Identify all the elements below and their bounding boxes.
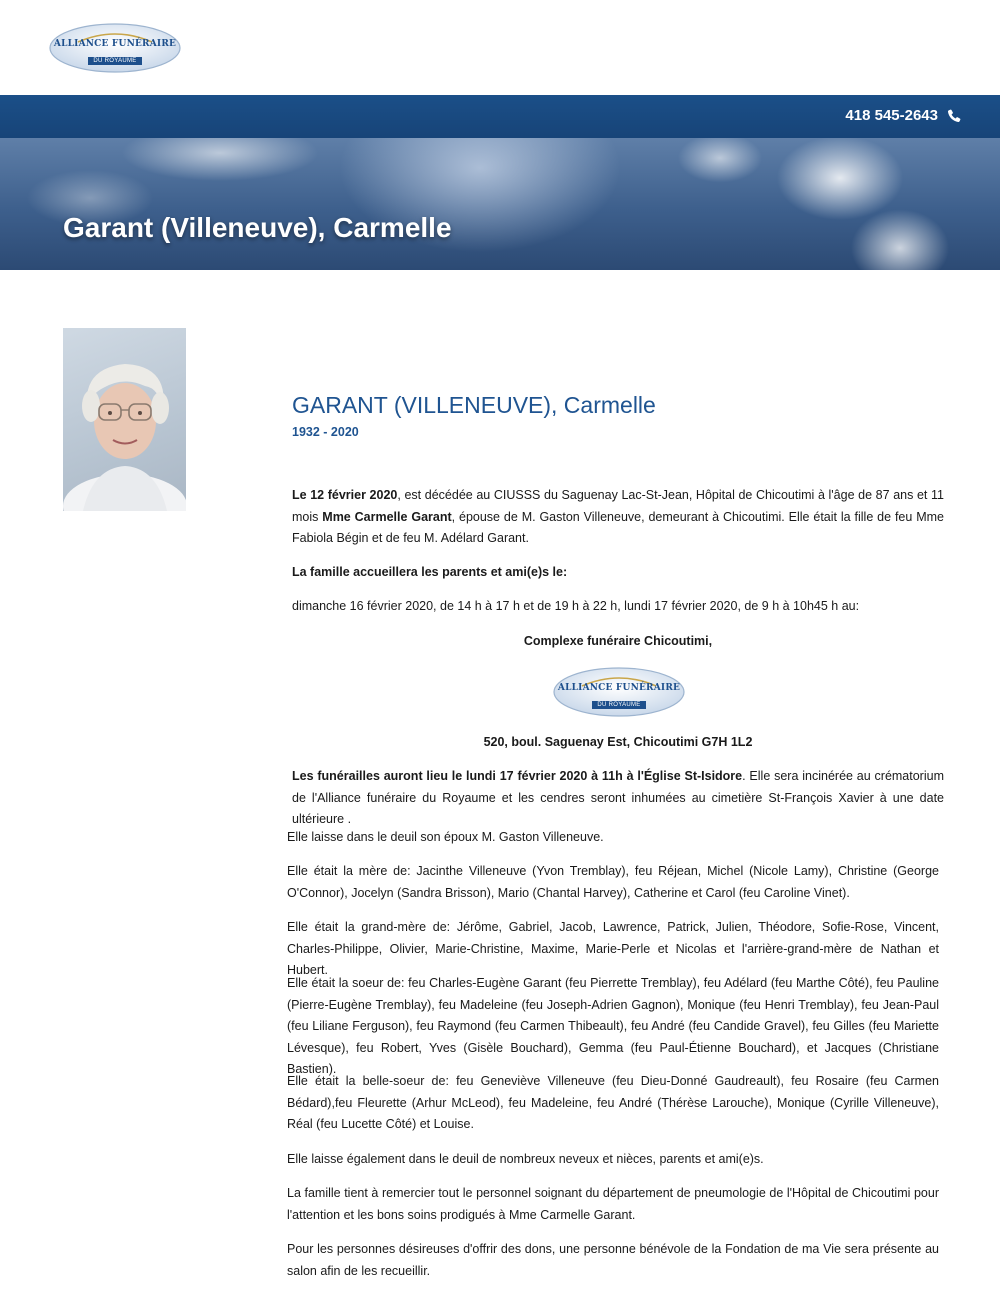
visitation-heading: La famille accueillera les parents et ami(e)s le:	[292, 565, 568, 579]
extended-family-paragraph: Elle laisse également dans le deuil de nombreux neveux et nièces, parents et ami(e)s.	[287, 1152, 764, 1166]
page-title: Garant (Villeneuve), Carmelle	[63, 212, 452, 243]
survivor-paragraph: Elle laisse dans le deuil son époux M. Gaston Villeneuve.	[287, 830, 604, 844]
siblings-paragraph: Elle était la soeur de: feu Charles-Eugène Garant (feu Pierrette Tremblay), feu Adélard (feu Marthe Côté), feu Pauline (Pierre-Eugène Tremblay), feu Madeleine (feu Joseph-Adrien Gagnon), Monique (feu Henri Tremblay), feu Jean-Paul (feu Liliane Ferguson), feu Raymond (feu Carmen Thibeault), feu André (feu Candide Gravel), feu Gilles (feu Mariette Lévesque), feu Robert, Yves (Gisèle Bouchard), Gemma (feu Paul-Étienne Bouchard), et Jacques (Christiane Bastien).	[287, 976, 939, 1076]
children-paragraph: Elle était la mère de: Jacinthe Villeneuve (Yvon Tremblay), feu Réjean, Michel (Nicole Lamy), Christine (George O'Connor), Jocelyn (Sandra Brisson), Mario (Chantal Harvey), Catherine et Carol (feu Caroline Vinet).	[287, 864, 939, 900]
site-header	[0, 0, 1000, 95]
phone-number: 418 545-2643	[845, 107, 938, 124]
funeral-text: . Elle sera incinérée au crématorium de l'Alliance funéraire du Royaume et les cendres seront inhumées au cimetière St-François Xavier à une date ultérieure .	[292, 769, 944, 826]
top-bar	[0, 95, 1000, 138]
in-laws-paragraph: Elle était la belle-soeur de: feu Geneviève Villeneuve (feu Dieu-Donné Gaudreault), feu Rosaire (feu Carmen Bédard),feu Fleurette (Arhur McLeod), feu Madeleine, feu André (Thérèse Larouche), Monique (Cyrille Villeneuve), Réal (feu Lucette Côté) et Louise.	[287, 1074, 939, 1131]
obituary-years: 1932 - 2020	[292, 425, 359, 439]
venue-logo	[552, 666, 686, 718]
death-date: Le 12 février 2020	[292, 488, 398, 502]
venue-logo-sub: DU ROYAUME	[592, 701, 645, 709]
venue-name: Complexe funéraire Chicoutimi,	[523, 634, 713, 648]
visitation-times: dimanche 16 février 2020, de 14 h à 17 h et de 19 h à 22 h, lundi 17 février 2020, de 9 h à 10h45 h au:	[292, 599, 860, 613]
hero-banner	[0, 138, 1000, 270]
logo-sub-text: DU ROYAUME	[88, 57, 141, 65]
venue-address: 520, boul. Saguenay Est, Chicoutimi G7H 1L2	[483, 735, 753, 749]
death-announcement	[292, 485, 944, 550]
funeral-details	[292, 766, 944, 831]
site-logo[interactable]	[48, 22, 182, 74]
funeral-date: Les funérailles auront lieu le lundi 17 février 2020 à 11h à l'Église St-Isidore	[292, 769, 743, 783]
portrait-image	[63, 328, 186, 511]
logo-main-text: ALLIANCE FUNÉRAIRE	[53, 39, 177, 49]
donations-paragraph: Pour les personnes désireuses d'offrir des dons, une personne bénévole de la Fondation de ma Vie sera présente au salon afin de les recueillir.	[287, 1242, 939, 1278]
venue-logo-main: ALLIANCE FUNÉRAIRE	[557, 683, 681, 693]
grandchildren-paragraph: Elle était la grand-mère de: Jérôme, Gabriel, Jacob, Lawrence, Patrick, Julien, Théodore, Sofie-Rose, Vincent, Charles-Philippe, Olivier, Marie-Christine, Maxime, Marie-Perle et Nicolas et l'arrière-grand-mère de Nathan et Hubert.	[287, 920, 939, 977]
announcement-text: , est décédée au CIUSSS du Saguenay Lac-St-Jean, Hôpital de Chicoutimi à l'âge de 87 ans et 11 mois	[292, 488, 944, 524]
phone-link[interactable]	[845, 107, 962, 124]
thanks-paragraph: La famille tient à remercier tout le personnel soignant du département de pneumologie de l'Hôpital de Chicoutimi pour l'attention et les bons soins prodigués à Mme Carmelle Garant.	[287, 1186, 939, 1222]
obituary-header	[292, 392, 944, 439]
announcement-text-end: , épouse de M. Gaston Villeneuve, demeurant à Chicoutimi. Elle était la fille de feu Mme Fabiola Bégin et de feu M. Adélard Garant.	[292, 509, 944, 545]
phone-icon	[946, 108, 962, 124]
deceased-portrait	[63, 328, 186, 511]
deceased-name: Mme Carmelle Garant	[322, 509, 452, 524]
obituary-name: GARANT (VILLENEUVE), Carmelle	[292, 392, 656, 418]
